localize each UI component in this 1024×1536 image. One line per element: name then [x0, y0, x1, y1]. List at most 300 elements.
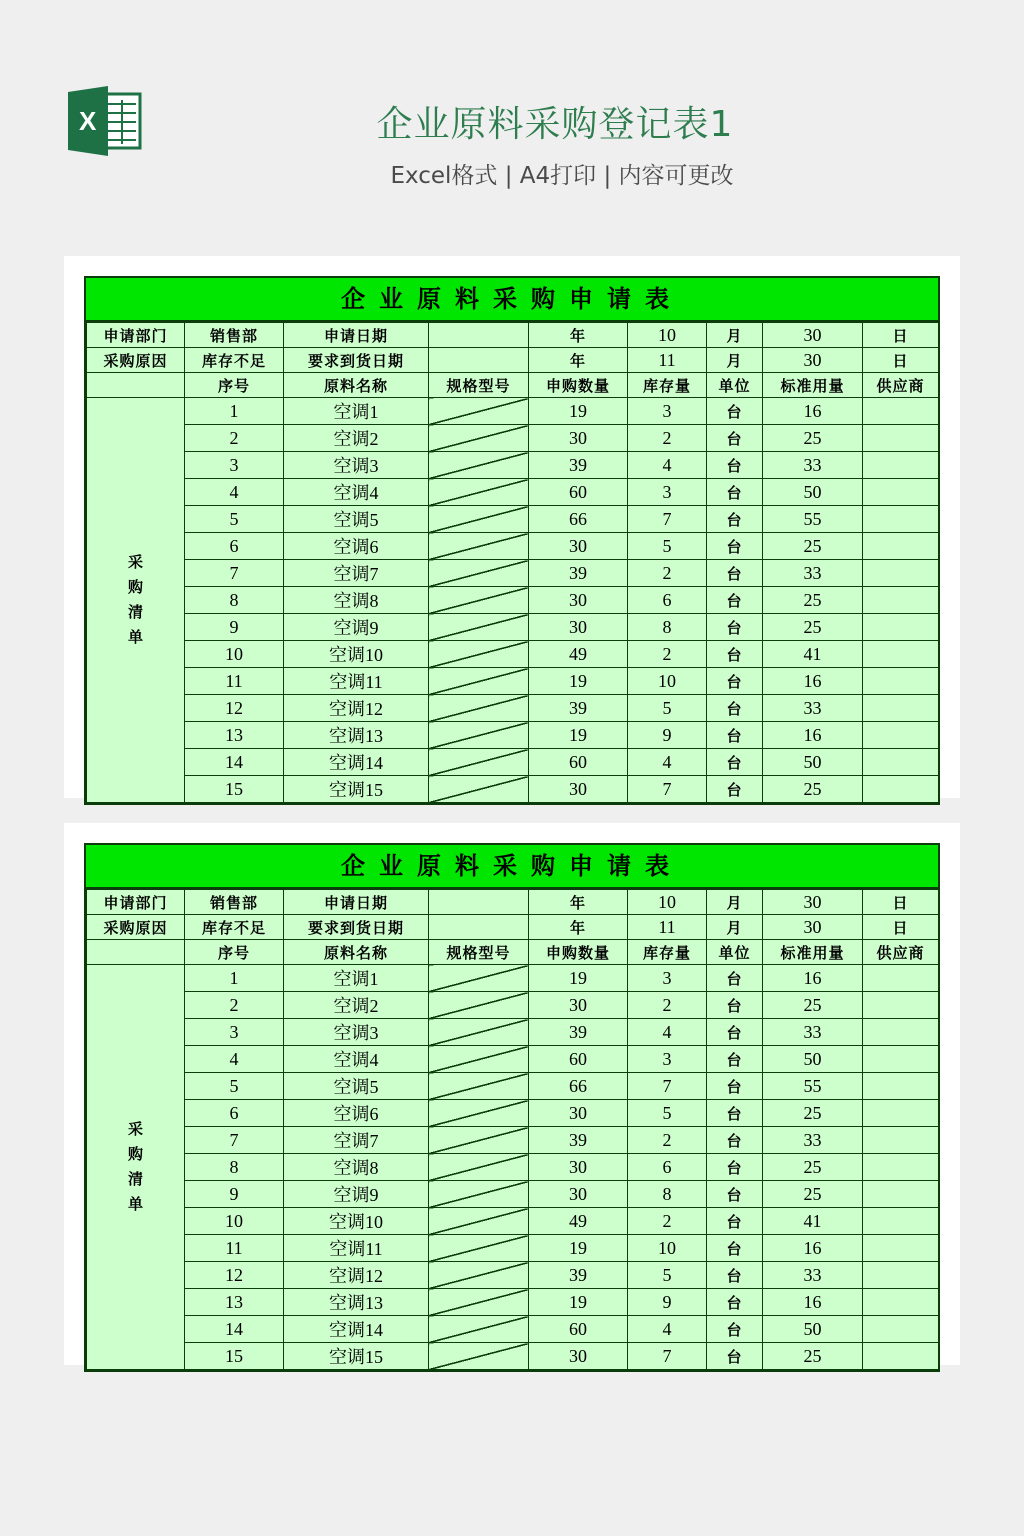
- row-unit[interactable]: 台: [707, 587, 763, 614]
- row-qty[interactable]: 49: [529, 641, 628, 668]
- reason-value[interactable]: 库存不足: [185, 348, 284, 373]
- row-qty[interactable]: 39: [529, 452, 628, 479]
- table-row: [87, 398, 939, 425]
- row-qty[interactable]: 39: [529, 1019, 628, 1046]
- header-stock: 库存量: [628, 373, 707, 398]
- row-name[interactable]: 空调14: [284, 749, 429, 776]
- row-unit[interactable]: 台: [707, 1343, 763, 1370]
- row-spec[interactable]: [429, 614, 529, 641]
- row-supplier[interactable]: [863, 1262, 939, 1289]
- row-stock[interactable]: 8: [628, 1181, 707, 1208]
- table-row: [87, 992, 939, 1019]
- row-supplier[interactable]: [863, 452, 939, 479]
- row-name[interactable]: 空调9: [284, 1181, 429, 1208]
- table-row: [87, 1154, 939, 1181]
- header-unit: 单位: [707, 940, 763, 965]
- row-no[interactable]: 3: [185, 1019, 284, 1046]
- row-supplier[interactable]: [863, 965, 939, 992]
- row-name[interactable]: 空调10: [284, 1208, 429, 1235]
- row-unit[interactable]: 台: [707, 398, 763, 425]
- row-spec[interactable]: [429, 1046, 529, 1073]
- row-std[interactable]: 16: [763, 722, 863, 749]
- row-name[interactable]: 空调6: [284, 533, 429, 560]
- category-char: 购: [127, 578, 143, 596]
- row-no[interactable]: 8: [185, 1154, 284, 1181]
- row-std[interactable]: 25: [763, 1181, 863, 1208]
- header-name: 原料名称: [284, 940, 429, 965]
- apply-year-value[interactable]: [429, 890, 529, 915]
- row-no[interactable]: 15: [185, 776, 284, 803]
- row-stock[interactable]: 3: [628, 1046, 707, 1073]
- row-unit[interactable]: 台: [707, 560, 763, 587]
- row-stock[interactable]: 4: [628, 1019, 707, 1046]
- row-name[interactable]: 空调7: [284, 560, 429, 587]
- row-no[interactable]: 10: [185, 641, 284, 668]
- row-no[interactable]: 10: [185, 1208, 284, 1235]
- row-name[interactable]: 空调3: [284, 452, 429, 479]
- month-label: 月: [707, 323, 763, 348]
- row-qty[interactable]: 30: [529, 1343, 628, 1370]
- row-spec[interactable]: [429, 398, 529, 425]
- row-qty[interactable]: 19: [529, 668, 628, 695]
- row-stock[interactable]: 4: [628, 1316, 707, 1343]
- row-unit[interactable]: 台: [707, 749, 763, 776]
- row-qty[interactable]: 19: [529, 965, 628, 992]
- row-no[interactable]: 6: [185, 533, 284, 560]
- row-supplier[interactable]: [863, 1316, 939, 1343]
- row-unit[interactable]: 台: [707, 1127, 763, 1154]
- row-std[interactable]: 55: [763, 506, 863, 533]
- row-supplier[interactable]: [863, 1235, 939, 1262]
- row-spec[interactable]: [429, 641, 529, 668]
- table-row: [87, 722, 939, 749]
- page-title: 企业原料采购登记表1: [376, 104, 734, 145]
- row-supplier[interactable]: [863, 1289, 939, 1316]
- row-no[interactable]: 2: [185, 992, 284, 1019]
- row-qty[interactable]: 30: [529, 1100, 628, 1127]
- row-name[interactable]: 空调15: [284, 776, 429, 803]
- row-qty[interactable]: 19: [529, 1235, 628, 1262]
- row-stock[interactable]: 5: [628, 1262, 707, 1289]
- row-spec[interactable]: [429, 1316, 529, 1343]
- row-std[interactable]: 25: [763, 587, 863, 614]
- row-stock[interactable]: 2: [628, 560, 707, 587]
- row-unit[interactable]: 台: [707, 1289, 763, 1316]
- row-no[interactable]: 6: [185, 1100, 284, 1127]
- row-no[interactable]: 12: [185, 1262, 284, 1289]
- sheet-card: [64, 823, 960, 1365]
- row-qty[interactable]: 39: [529, 1127, 628, 1154]
- row-no[interactable]: 15: [185, 1343, 284, 1370]
- row-name[interactable]: 空调5: [284, 1073, 429, 1100]
- column-header-row: [87, 373, 939, 398]
- row-unit[interactable]: 台: [707, 722, 763, 749]
- row-qty[interactable]: 39: [529, 560, 628, 587]
- row-spec[interactable]: [429, 1289, 529, 1316]
- row-qty[interactable]: 30: [529, 1181, 628, 1208]
- row-spec[interactable]: [429, 1127, 529, 1154]
- arrival-day-value[interactable]: 30: [763, 348, 863, 373]
- row-no[interactable]: 5: [185, 506, 284, 533]
- row-spec[interactable]: [429, 965, 529, 992]
- row-name[interactable]: 空调6: [284, 1100, 429, 1127]
- row-unit[interactable]: 台: [707, 1316, 763, 1343]
- row-no[interactable]: 8: [185, 587, 284, 614]
- sheet-title: 企业原料采购申请表: [86, 845, 938, 889]
- arrival-day-value[interactable]: 30: [763, 915, 863, 940]
- row-no[interactable]: 11: [185, 668, 284, 695]
- table-row: [87, 452, 939, 479]
- row-std[interactable]: 25: [763, 533, 863, 560]
- row-stock[interactable]: 3: [628, 398, 707, 425]
- row-stock[interactable]: 2: [628, 1127, 707, 1154]
- row-qty[interactable]: 30: [529, 1154, 628, 1181]
- row-stock[interactable]: 6: [628, 1154, 707, 1181]
- row-unit[interactable]: 台: [707, 1262, 763, 1289]
- row-name[interactable]: 空调5: [284, 506, 429, 533]
- row-qty[interactable]: 66: [529, 1073, 628, 1100]
- row-spec[interactable]: [429, 1181, 529, 1208]
- row-name[interactable]: 空调11: [284, 1235, 429, 1262]
- row-unit[interactable]: 台: [707, 452, 763, 479]
- row-name[interactable]: 空调7: [284, 1127, 429, 1154]
- arrival-year-value[interactable]: [429, 348, 529, 373]
- row-std[interactable]: 50: [763, 1046, 863, 1073]
- row-supplier[interactable]: [863, 1073, 939, 1100]
- row-spec[interactable]: [429, 1154, 529, 1181]
- row-name[interactable]: 空调1: [284, 398, 429, 425]
- row-std[interactable]: 33: [763, 1262, 863, 1289]
- row-supplier[interactable]: [863, 398, 939, 425]
- row-supplier[interactable]: [863, 695, 939, 722]
- row-spec[interactable]: [429, 668, 529, 695]
- row-no[interactable]: 2: [185, 425, 284, 452]
- sheet-card: [64, 256, 960, 798]
- row-std[interactable]: 25: [763, 1154, 863, 1181]
- row-stock[interactable]: 9: [628, 1289, 707, 1316]
- row-qty[interactable]: 39: [529, 695, 628, 722]
- row-std[interactable]: 50: [763, 1316, 863, 1343]
- dept-value[interactable]: 销售部: [185, 890, 284, 915]
- arrival-year-value[interactable]: [429, 915, 529, 940]
- row-unit[interactable]: 台: [707, 614, 763, 641]
- table-row: [87, 1046, 939, 1073]
- row-name[interactable]: 空调8: [284, 587, 429, 614]
- row-supplier[interactable]: [863, 425, 939, 452]
- row-std[interactable]: 16: [763, 1289, 863, 1316]
- row-name[interactable]: 空调2: [284, 992, 429, 1019]
- reason-label: 采购原因: [87, 915, 185, 940]
- row-unit[interactable]: 台: [707, 776, 763, 803]
- row-stock[interactable]: 5: [628, 695, 707, 722]
- purchase-table: [86, 322, 939, 803]
- row-std[interactable]: 33: [763, 452, 863, 479]
- row-std[interactable]: 33: [763, 695, 863, 722]
- row-spec[interactable]: [429, 749, 529, 776]
- row-std[interactable]: 16: [763, 965, 863, 992]
- row-spec[interactable]: [429, 1019, 529, 1046]
- row-unit[interactable]: 台: [707, 425, 763, 452]
- row-qty[interactable]: 30: [529, 425, 628, 452]
- info-row-reason: [87, 348, 939, 373]
- row-no[interactable]: 14: [185, 1316, 284, 1343]
- row-name[interactable]: 空调14: [284, 1316, 429, 1343]
- row-spec[interactable]: [429, 695, 529, 722]
- header-blank: [87, 940, 185, 965]
- row-stock[interactable]: 2: [628, 1208, 707, 1235]
- row-stock[interactable]: 6: [628, 587, 707, 614]
- row-no[interactable]: 12: [185, 695, 284, 722]
- row-supplier[interactable]: [863, 533, 939, 560]
- row-stock[interactable]: 8: [628, 614, 707, 641]
- row-unit[interactable]: 台: [707, 506, 763, 533]
- row-qty[interactable]: 19: [529, 722, 628, 749]
- row-no[interactable]: 11: [185, 1235, 284, 1262]
- row-stock[interactable]: 2: [628, 641, 707, 668]
- category-char: 采: [127, 1120, 143, 1138]
- row-qty[interactable]: 30: [529, 614, 628, 641]
- arrival-month-value[interactable]: 11: [628, 915, 707, 940]
- row-supplier[interactable]: [863, 506, 939, 533]
- row-stock[interactable]: 7: [628, 1343, 707, 1370]
- row-unit[interactable]: 台: [707, 695, 763, 722]
- year-label: 年: [529, 915, 628, 940]
- apply-day-value[interactable]: 30: [763, 323, 863, 348]
- row-supplier[interactable]: [863, 641, 939, 668]
- row-spec[interactable]: [429, 776, 529, 803]
- header-unit: 单位: [707, 373, 763, 398]
- header-no: 序号: [185, 373, 284, 398]
- category-char: 清: [127, 1170, 143, 1188]
- row-no[interactable]: 4: [185, 1046, 284, 1073]
- row-spec[interactable]: [429, 1235, 529, 1262]
- row-std[interactable]: 25: [763, 614, 863, 641]
- row-spec[interactable]: [429, 1208, 529, 1235]
- row-supplier[interactable]: [863, 1127, 939, 1154]
- table-row: [87, 1208, 939, 1235]
- row-supplier[interactable]: [863, 479, 939, 506]
- row-name[interactable]: 空调13: [284, 722, 429, 749]
- row-stock[interactable]: 2: [628, 425, 707, 452]
- dept-value[interactable]: 销售部: [185, 323, 284, 348]
- row-name[interactable]: 空调8: [284, 1154, 429, 1181]
- row-stock[interactable]: 3: [628, 965, 707, 992]
- header-name: 原料名称: [284, 373, 429, 398]
- apply-year-value[interactable]: [429, 323, 529, 348]
- row-no[interactable]: 13: [185, 722, 284, 749]
- row-qty[interactable]: 60: [529, 1046, 628, 1073]
- month-label: 月: [707, 915, 763, 940]
- row-name[interactable]: 空调3: [284, 1019, 429, 1046]
- row-std[interactable]: 33: [763, 560, 863, 587]
- table-row: [87, 1235, 939, 1262]
- row-no[interactable]: 4: [185, 479, 284, 506]
- header-qty: 申购数量: [529, 373, 628, 398]
- row-std[interactable]: 50: [763, 749, 863, 776]
- category-char: 购: [127, 1145, 143, 1163]
- row-unit[interactable]: 台: [707, 965, 763, 992]
- table-row: [87, 560, 939, 587]
- row-qty[interactable]: 39: [529, 1262, 628, 1289]
- arrival-month-value[interactable]: 11: [628, 348, 707, 373]
- row-name[interactable]: 空调1: [284, 965, 429, 992]
- row-name[interactable]: 空调4: [284, 479, 429, 506]
- row-spec[interactable]: [429, 587, 529, 614]
- row-stock[interactable]: 2: [628, 992, 707, 1019]
- row-stock[interactable]: 7: [628, 506, 707, 533]
- row-qty[interactable]: 19: [529, 398, 628, 425]
- row-supplier[interactable]: [863, 560, 939, 587]
- row-supplier[interactable]: [863, 1154, 939, 1181]
- row-no[interactable]: 14: [185, 749, 284, 776]
- row-name[interactable]: 空调4: [284, 1046, 429, 1073]
- row-unit[interactable]: 台: [707, 641, 763, 668]
- row-spec[interactable]: [429, 506, 529, 533]
- row-unit[interactable]: 台: [707, 1019, 763, 1046]
- row-supplier[interactable]: [863, 1100, 939, 1127]
- row-stock[interactable]: 10: [628, 1235, 707, 1262]
- row-no[interactable]: 13: [185, 1289, 284, 1316]
- row-std[interactable]: 50: [763, 479, 863, 506]
- row-name[interactable]: 空调9: [284, 614, 429, 641]
- row-unit[interactable]: 台: [707, 1100, 763, 1127]
- row-no[interactable]: 9: [185, 1181, 284, 1208]
- row-std[interactable]: 33: [763, 1019, 863, 1046]
- header-std: 标准用量: [763, 940, 863, 965]
- table-row: [87, 695, 939, 722]
- row-no[interactable]: 3: [185, 452, 284, 479]
- row-no[interactable]: 7: [185, 1127, 284, 1154]
- row-spec[interactable]: [429, 425, 529, 452]
- table-row: [87, 533, 939, 560]
- row-supplier[interactable]: [863, 722, 939, 749]
- row-unit[interactable]: 台: [707, 1154, 763, 1181]
- header-supplier: 供应商: [863, 940, 939, 965]
- row-spec[interactable]: [429, 560, 529, 587]
- row-supplier[interactable]: [863, 1181, 939, 1208]
- row-unit[interactable]: 台: [707, 1235, 763, 1262]
- row-supplier[interactable]: [863, 749, 939, 776]
- row-std[interactable]: 41: [763, 641, 863, 668]
- row-no[interactable]: 7: [185, 560, 284, 587]
- row-supplier[interactable]: [863, 668, 939, 695]
- apply-day-value[interactable]: 30: [763, 890, 863, 915]
- row-supplier[interactable]: [863, 1208, 939, 1235]
- table-row: [87, 1289, 939, 1316]
- row-unit[interactable]: 台: [707, 992, 763, 1019]
- row-name[interactable]: 空调10: [284, 641, 429, 668]
- row-spec[interactable]: [429, 1343, 529, 1370]
- row-stock[interactable]: 10: [628, 668, 707, 695]
- row-spec[interactable]: [429, 1262, 529, 1289]
- row-stock[interactable]: 5: [628, 1100, 707, 1127]
- row-qty[interactable]: 30: [529, 992, 628, 1019]
- row-supplier[interactable]: [863, 1343, 939, 1370]
- row-qty[interactable]: 30: [529, 776, 628, 803]
- row-std[interactable]: 55: [763, 1073, 863, 1100]
- row-unit[interactable]: 台: [707, 479, 763, 506]
- row-stock[interactable]: 9: [628, 722, 707, 749]
- table-row: [87, 1181, 939, 1208]
- row-std[interactable]: 16: [763, 668, 863, 695]
- row-std[interactable]: 16: [763, 398, 863, 425]
- apply-month-value[interactable]: 10: [628, 323, 707, 348]
- row-qty[interactable]: 60: [529, 1316, 628, 1343]
- row-std[interactable]: 41: [763, 1208, 863, 1235]
- purchase-table: [86, 889, 939, 1370]
- row-stock[interactable]: 4: [628, 452, 707, 479]
- row-stock[interactable]: 5: [628, 533, 707, 560]
- row-qty[interactable]: 19: [529, 1289, 628, 1316]
- row-spec[interactable]: [429, 479, 529, 506]
- row-stock[interactable]: 3: [628, 479, 707, 506]
- row-name[interactable]: 空调13: [284, 1289, 429, 1316]
- row-name[interactable]: 空调15: [284, 1343, 429, 1370]
- row-qty[interactable]: 49: [529, 1208, 628, 1235]
- row-stock[interactable]: 4: [628, 749, 707, 776]
- year-label: 年: [529, 348, 628, 373]
- row-unit[interactable]: 台: [707, 533, 763, 560]
- row-unit[interactable]: 台: [707, 1208, 763, 1235]
- row-qty[interactable]: 30: [529, 533, 628, 560]
- row-qty[interactable]: 66: [529, 506, 628, 533]
- apply-month-value[interactable]: 10: [628, 890, 707, 915]
- row-name[interactable]: 空调12: [284, 695, 429, 722]
- row-std[interactable]: 25: [763, 992, 863, 1019]
- row-spec[interactable]: [429, 452, 529, 479]
- row-spec[interactable]: [429, 1100, 529, 1127]
- row-no[interactable]: 5: [185, 1073, 284, 1100]
- row-unit[interactable]: 台: [707, 1073, 763, 1100]
- row-std[interactable]: 25: [763, 1343, 863, 1370]
- row-spec[interactable]: [429, 722, 529, 749]
- reason-value[interactable]: 库存不足: [185, 915, 284, 940]
- row-name[interactable]: 空调2: [284, 425, 429, 452]
- row-supplier[interactable]: [863, 992, 939, 1019]
- row-supplier[interactable]: [863, 776, 939, 803]
- row-std[interactable]: 25: [763, 1100, 863, 1127]
- row-unit[interactable]: 台: [707, 1181, 763, 1208]
- header-blank: [87, 373, 185, 398]
- row-no[interactable]: 1: [185, 965, 284, 992]
- row-no[interactable]: 9: [185, 614, 284, 641]
- row-std[interactable]: 25: [763, 425, 863, 452]
- row-stock[interactable]: 7: [628, 1073, 707, 1100]
- row-name[interactable]: 空调12: [284, 1262, 429, 1289]
- row-supplier[interactable]: [863, 1046, 939, 1073]
- row-supplier[interactable]: [863, 587, 939, 614]
- row-qty[interactable]: 60: [529, 479, 628, 506]
- row-std[interactable]: 16: [763, 1235, 863, 1262]
- row-spec[interactable]: [429, 533, 529, 560]
- row-std[interactable]: 25: [763, 776, 863, 803]
- row-supplier[interactable]: [863, 614, 939, 641]
- row-unit[interactable]: 台: [707, 1046, 763, 1073]
- row-name[interactable]: 空调11: [284, 668, 429, 695]
- row-std[interactable]: 33: [763, 1127, 863, 1154]
- row-qty[interactable]: 60: [529, 749, 628, 776]
- row-no[interactable]: 1: [185, 398, 284, 425]
- row-stock[interactable]: 7: [628, 776, 707, 803]
- row-supplier[interactable]: [863, 1019, 939, 1046]
- table-row: [87, 668, 939, 695]
- header-stock: 库存量: [628, 940, 707, 965]
- row-unit[interactable]: 台: [707, 668, 763, 695]
- table-row: [87, 965, 939, 992]
- row-spec[interactable]: [429, 992, 529, 1019]
- row-spec[interactable]: [429, 1073, 529, 1100]
- row-qty[interactable]: 30: [529, 587, 628, 614]
